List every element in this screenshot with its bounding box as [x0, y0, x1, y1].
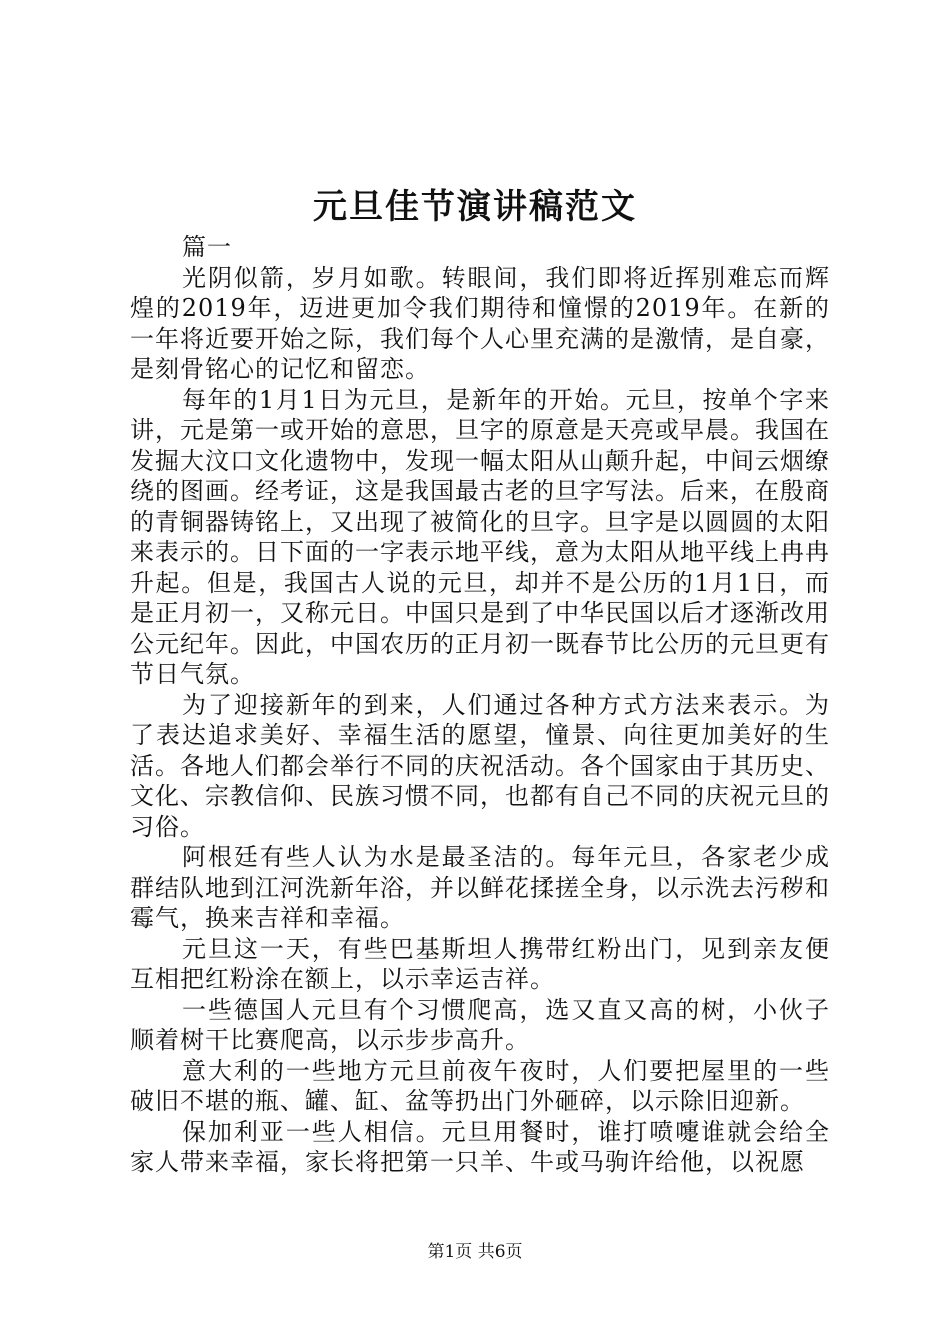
section-heading: 篇一: [182, 233, 232, 261]
paragraph: 为了迎接新年的到来，人们通过各种方式方法来表示。为了表达追求美好、幸福生活的愿望，憧景、向往更加美好的生活。各地人们都会举行不同的庆祝活动。各个国家由于其历史、文化、宗教信仰、民族习惯不同，也都有自己不同的庆祝元旦的习俗。: [130, 690, 830, 841]
paragraph: 一些德国人元旦有个习惯爬高，选又直又高的树，小伙子顺着树干比赛爬高，以示步步高升。: [130, 995, 830, 1054]
page-number-footer: 第1页 共6页: [427, 1242, 523, 1262]
paragraph: 元旦这一天，有些巴基斯坦人携带红粉出门，见到亲友便互相把红粉涂在额上，以示幸运吉祥。: [130, 934, 830, 993]
paragraph: 光阴似箭，岁月如歌。转眼间，我们即将近挥别难忘而辉煌的2019年，迈进更加令我们期待和憧憬的2019年。在新的一年将近要开始之际，我们每个人心里充满的是激情，是自豪，是刻骨铭心的记忆和留恋。: [130, 263, 830, 383]
paragraph: 阿根廷有些人认为水是最圣洁的。每年元旦，各家老少成群结队地到江河洗新年浴，并以鲜花揉搓全身，以示洗去污秽和霉气，换来吉祥和幸福。: [130, 843, 830, 932]
paragraph: 保加利亚一些人相信。元旦用餐时，谁打喷嚏谁就会给全家人带来幸福，家长将把第一只羊、牛或马驹许给他，以祝愿: [130, 1117, 830, 1176]
paragraph: 意大利的一些地方元旦前夜午夜时，人们要把屋里的一些破旧不堪的瓶、罐、缸、盆等扔出门外砸碎，以示除旧迎新。: [130, 1056, 830, 1115]
paragraph: 每年的1月1日为元旦，是新年的开始。元旦，按单个字来讲，元是第一或开始的意思，旦字的原意是天亮或早晨。我国在发掘大汶口文化遗物中，发现一幅太阳从山颠升起，中间云烟缭绕的图画。经考证，这是我国最古老的旦字写法。后来，在殷商的青铜器铸铭上，又出现了被简化的旦字。旦字是以圆圆的太阳来表示的。日下面的一字表示地平线，意为太阳从地平线上冉冉升起。但是，我国古人说的元旦，却并不是公历的1月1日，而是正月初一，又称元日。中国只是到了中华民国以后才逐渐改用公元纪年。因此，中国农历的正月初一既春节比公历的元旦更有节日气氛。: [130, 385, 830, 688]
document-body: [130, 232, 830, 1178]
document-title: 元旦佳节演讲稿范文: [313, 187, 637, 227]
